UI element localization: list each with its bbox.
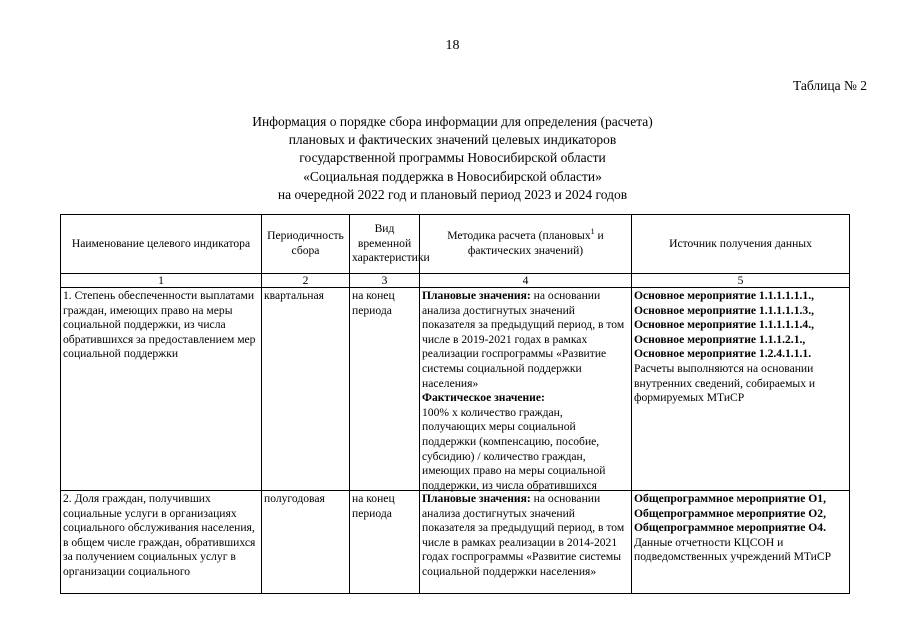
source-activity: Общепрограммное мероприятие О2, xyxy=(634,506,826,520)
header-source: Источник получения данных xyxy=(632,215,850,274)
column-number-row xyxy=(61,274,850,288)
source-activity: Основное мероприятие 1.2.4.1.1.1. xyxy=(634,347,812,361)
source-cell xyxy=(632,491,850,594)
plan-label: Плановые значения: xyxy=(422,492,531,505)
type-cell: на конец периода xyxy=(350,288,420,491)
source-activity: Основное мероприятие 1.1.1.1.1.3., xyxy=(634,303,814,317)
source-activity: Основное мероприятие 1.1.1.1.1.4., xyxy=(634,318,814,332)
title-line: «Социальная поддержка в Новосибирской области» xyxy=(303,168,602,184)
source-cell xyxy=(632,288,850,491)
title-line: плановых и фактических значений целевых индикаторов xyxy=(288,132,617,148)
header-method-suffix: и фактических значений) xyxy=(467,229,604,257)
source-activity: Основное мероприятие 1.1.1.2.1., xyxy=(634,332,806,346)
fact-label: Фактическое значение: xyxy=(422,391,545,405)
source-text: Расчеты выполняются на основании внутренних сведений, собираемых и формируемых МТиСР xyxy=(634,361,816,405)
header-type: Вид временной характеристики xyxy=(350,215,420,274)
table-row xyxy=(61,288,850,491)
document-title xyxy=(0,113,905,204)
title-line: государственной программы Новосибирской области xyxy=(299,150,606,166)
column-number: 3 xyxy=(350,274,420,288)
source-activity: Общепрограммное мероприятие О4. xyxy=(634,521,826,535)
column-number: 2 xyxy=(262,274,350,288)
column-number: 5 xyxy=(632,274,850,288)
source-activity: Основное мероприятие 1.1.1.1.1.1., xyxy=(634,289,814,302)
source-text: Данные отчетности КЦСОН и подведомственных учреждений МТиСР xyxy=(634,535,832,564)
method-cell xyxy=(420,288,632,491)
table-row xyxy=(61,491,850,594)
fact-text: 100% х количество граждан, получающих меры социальной поддержки (компенсацию, пособие, субсидию) / количество граждан, имеющих право на меры социальной поддержки, из числа обратившихся xyxy=(422,405,606,492)
source-activity: Общепрограммное мероприятие О1, xyxy=(634,492,826,505)
title-line: Информация о порядке сбора информации для определения (расчета) xyxy=(252,114,653,129)
method-cell xyxy=(420,491,632,594)
indicator-cell: 2. Доля граждан, получивших социальные услуги в организациях социального обслуживания населения, в общем числе граждан, обратившихся за получением социальных услуг в организации социального xyxy=(61,491,262,594)
header-method xyxy=(420,215,632,274)
type-cell: на конец периода xyxy=(350,491,420,594)
header-periodicity: Периодичность сбора xyxy=(262,215,350,274)
plan-text: на основании анализа достигнутых значений показателя за предыдущий период, в том числе в рамках реализации в 2014-2021 годах госпрограммы «Развитие системы социальной поддержки населения» xyxy=(422,492,625,578)
header-method-prefix: Методика расчета (плановых xyxy=(447,229,591,243)
title-line: на очередной 2022 год и плановый период 2023 и 2024 годов xyxy=(277,186,628,202)
plan-text: на основании анализа достигнутых значений показателя за предыдущий период, в том числе в 2019-2021 годах в рамках реализации госпрограммы «Развитие системы социальной поддержки населения» xyxy=(422,289,625,390)
table-header-row xyxy=(61,215,850,274)
column-number: 1 xyxy=(61,274,262,288)
indicator-table xyxy=(60,214,850,594)
footnote-mark: 1 xyxy=(590,227,595,237)
indicator-cell: 1. Степень обеспеченности выплатами граждан, имеющих право на меры социальной поддержки, из числа обратившихся за предоставлением мер социальной поддержки xyxy=(61,288,262,491)
header-indicator: Наименование целевого индикатора xyxy=(61,215,262,274)
page-number: 18 xyxy=(445,38,460,53)
periodicity-cell: квартальная xyxy=(262,288,350,491)
plan-label: Плановые значения: xyxy=(422,289,531,302)
table-label: Таблица № 2 xyxy=(793,78,867,93)
column-number: 4 xyxy=(420,274,632,288)
periodicity-cell: полугодовая xyxy=(262,491,350,594)
